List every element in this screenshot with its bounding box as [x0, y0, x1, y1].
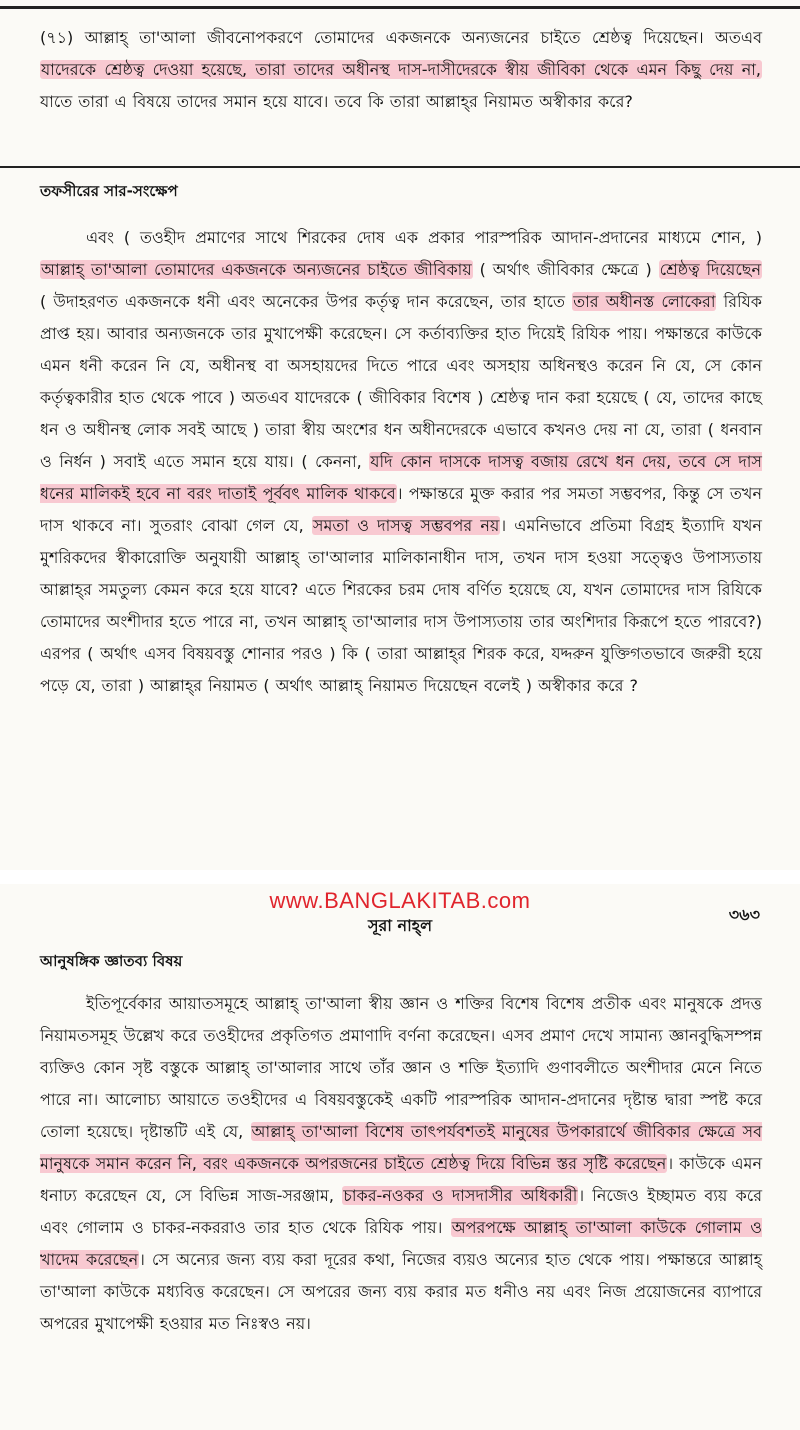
page-number: ৩৬৩	[728, 905, 760, 924]
highlight: যদি কোন দাসকে দাসত্ব বজায় রেখে ধন দেয়, তবে সে দাস ধনের মালিকই হবে না বরং দাতাই পূর্ববৎ মালিক থাকবে	[40, 452, 762, 503]
notes-paragraph	[40, 988, 762, 1340]
body-text: । নিজেও ইচ্ছামত ব্যয় করে এবং গোলাম ও চাকর-নকররাও তার হাত থেকে রিযিক পায়।	[40, 1186, 762, 1237]
body-text: রিযিক প্রাপ্ত হয়। আবার অন্যজনকে তার মুখাপেক্ষী করেছেন। সে কর্তাব্যক্তির হাত দিয়েই রিযিক পায়। পক্ষান্তরে কাউকে এমন ধনী করেন নি যে, অধীনস্থ বা অসহায়দের দিতে পারে এবং অসহায় অধিনস্থও করেন নি যে, সে কোন কর্তৃত্বকারীর হাত থেকে পাবে ) অতএব যাদেরকে ( জীবিকার বিশেষ ) শ্রেষ্ঠত্ব দান করা হয়েছে ( যে, তাদের কাছে ধন ও অধীনস্থ লোক সবই আছে ) তারা স্বীয় অংশের ধন অধীনদেরকে এভাবে কখনও দেয় না যে, তারা ( ধনবান ও নির্ধন ) সবাই এতে সমান হয়ে যায়। ( কেননা,	[40, 292, 762, 471]
verse-box-bottom-rule	[0, 166, 800, 168]
surah-running-header: সূরা নাহ্‌ল	[367, 916, 433, 935]
highlight: অপরপক্ষে আল্লাহ্ তা'আলা কাউকে গোলাম ও খাদেম করেছেন	[40, 1218, 762, 1269]
page-top-rule	[0, 6, 800, 9]
verse-translation	[40, 22, 762, 118]
body-text: । পক্ষান্তরে মুক্ত করার পর সমতা সম্ভবপর, কিন্তু সে তখন দাস থাকবে না। সুতরাং বোঝা গেল যে,	[40, 484, 762, 535]
highlight: শ্রেষ্ঠত্ব দিয়েছেন	[659, 260, 761, 279]
highlight: আল্লাহ্ তা'আলা বিশেষ তাৎপর্যবশতই মানুষের উপকারার্থে জীবিকার ক্ষেত্রে সব মানুষকে সমান করেন নি, বরং একজনকে অপরজনের চাইতে শ্রেষ্ঠত্ব দিয়ে বিভিন্ন স্তর সৃষ্টি করেছেন	[40, 1122, 763, 1173]
body-text: । এমনিভাবে প্রতিমা বিগ্রহ ইত্যাদি যখন মুশরিকদের স্বীকারোক্তি অনুযায়ী আল্লাহ্ তা'আলার মালিকানাধীন দাস, তখন দাস হওয়া সত্ত্বেও উপাস্যতায় আল্লাহ্‌র সমতুল্য কেমন করে হয়ে যাবে? এতে শিরকের চরম দোষ বর্ণিত হয়েছে যে, যখন তোমাদের দাস রিযিকে তোমাদের অংশীদার হতে পারে না, তখন আল্লাহ্ তা'আলার দাস উপাস্যতায় তার অংশিদার কিরূপে হতে পারবে?) এরপর ( অর্থাৎ এসব বিষয়বস্তু শোনার পরও ) কি ( তারা আল্লাহ্‌র শিরক করে, যদ্দরুন যুক্তিগতভাবে জরুরী হয়ে পড়ে যে, তারা ) আল্লাহ্‌র নিয়ামত ( অর্থাৎ আল্লাহ্ নিয়ামত দিয়েছেন বলেই ) অস্বীকার করে ?	[40, 516, 762, 695]
highlight: আল্লাহ্ তা'আলা তোমাদের একজনকে অন্যজনের চাইতে জীবিকায়	[41, 260, 472, 279]
body-text: । কাউকে এমন ধনাঢ্য করেছেন যে, সে বিভিন্ন সাজ-সরঞ্জাম,	[40, 1154, 762, 1205]
body-text: । সে অন্যের জন্য ব্যয় করা দূরের কথা, নিজের ব্যয়ও অন্যের হাত থেকে পায়। পক্ষান্তরে আল্লাহ্ তা'আলা কাউকে মধ্যবিত্ত করেছেন। সে অপরের জন্য ব্যয় করার মত ধনীও নয় এবং নিজ প্রয়োজনের ব্যাপারে অপরের মুখাপেক্ষী হওয়ার মত নিঃস্বও নয়।	[40, 1250, 762, 1333]
highlight: তার অধীনস্ত লোকেরা	[573, 292, 716, 311]
highlight: সমতা ও দাসত্ব সম্ভবপর নয়	[312, 516, 500, 535]
tafsir-paragraph	[40, 222, 762, 702]
body-text: এবং ( তওহীদ প্রমাণের সাথে শিরকের দোষ এক প্রকার পারস্পরিক আদান-প্রদানের মাধ্যমে শোন, )	[86, 228, 762, 247]
site-watermark: www.BANGLAKITAB.com	[269, 888, 531, 913]
highlight: যাদেরকে শ্রেষ্ঠত্ব দেওয়া হয়েছে, তারা তাদের অধীনস্থ দাস-দাসীদেরকে স্বীয় জীবিকা থেকে এমন কিছু দেয় না,	[41, 60, 761, 79]
body-text: ( উদাহরণত একজনকে ধনী এবং অনেকের উপর কর্তৃত্ব দান করেছেন, তার হাতে	[40, 292, 573, 311]
body-text: ( অর্থাৎ জীবিকার ক্ষেত্রে )	[472, 260, 659, 279]
verse-text: যাতে তারা এ বিষয়ে তাদের সমান হয়ে যাবে। তবে কি তারা আল্লাহ্‌র নিয়ামত অস্বীকার করে?	[40, 92, 633, 111]
verse-text: আল্লাহ্ তা'আলা জীবনোপকরণে তোমাদের একজনকে অন্যজনের চাইতে শ্রেষ্ঠত্ব দিয়েছেন। অতএব	[73, 28, 762, 47]
body-text: ইতিপূর্বেকার আয়াতসমূহে আল্লাহ্ তা'আলা স্বীয় জ্ঞান ও শক্তির বিশেষ বিশেষ প্রতীক এবং মানুষকে প্রদত্ত নিয়ামতসমূহ উল্লেখ করে তওহীদের প্রকৃতিগত প্রমাণাদি বর্ণনা করেছেন। এসব প্রমাণ দেখে সামান্য জ্ঞানবুদ্ধিসম্পন্ন ব্যক্তিও কোন সৃষ্ট বস্তুকে আল্লাহ্ তা'আলার সাথে তাঁর জ্ঞান ও শক্তি ইত্যাদি গুণাবলীতে অংশীদার মেনে নিতে পারে না। আলোচ্য আয়াতে তওহীদের এ বিষয়বস্তুকেই একটি পারস্পরিক আদান-প্রদানের দৃষ্টান্ত দ্বারা স্পষ্ট করে তোলা হয়েছে। দৃষ্টান্তটি এই যে,	[40, 994, 762, 1141]
section-heading: আনুষঙ্গিক জ্ঞাতব্য বিষয়	[40, 952, 183, 970]
tafsir-heading: তফসীরের সার-সংক্ষেপ	[40, 182, 178, 200]
page-gap	[0, 870, 800, 884]
verse-number: (৭১)	[40, 28, 74, 47]
highlight: চাকর-নওকর ও দাসদাসীর অধিকারী	[343, 1186, 578, 1205]
